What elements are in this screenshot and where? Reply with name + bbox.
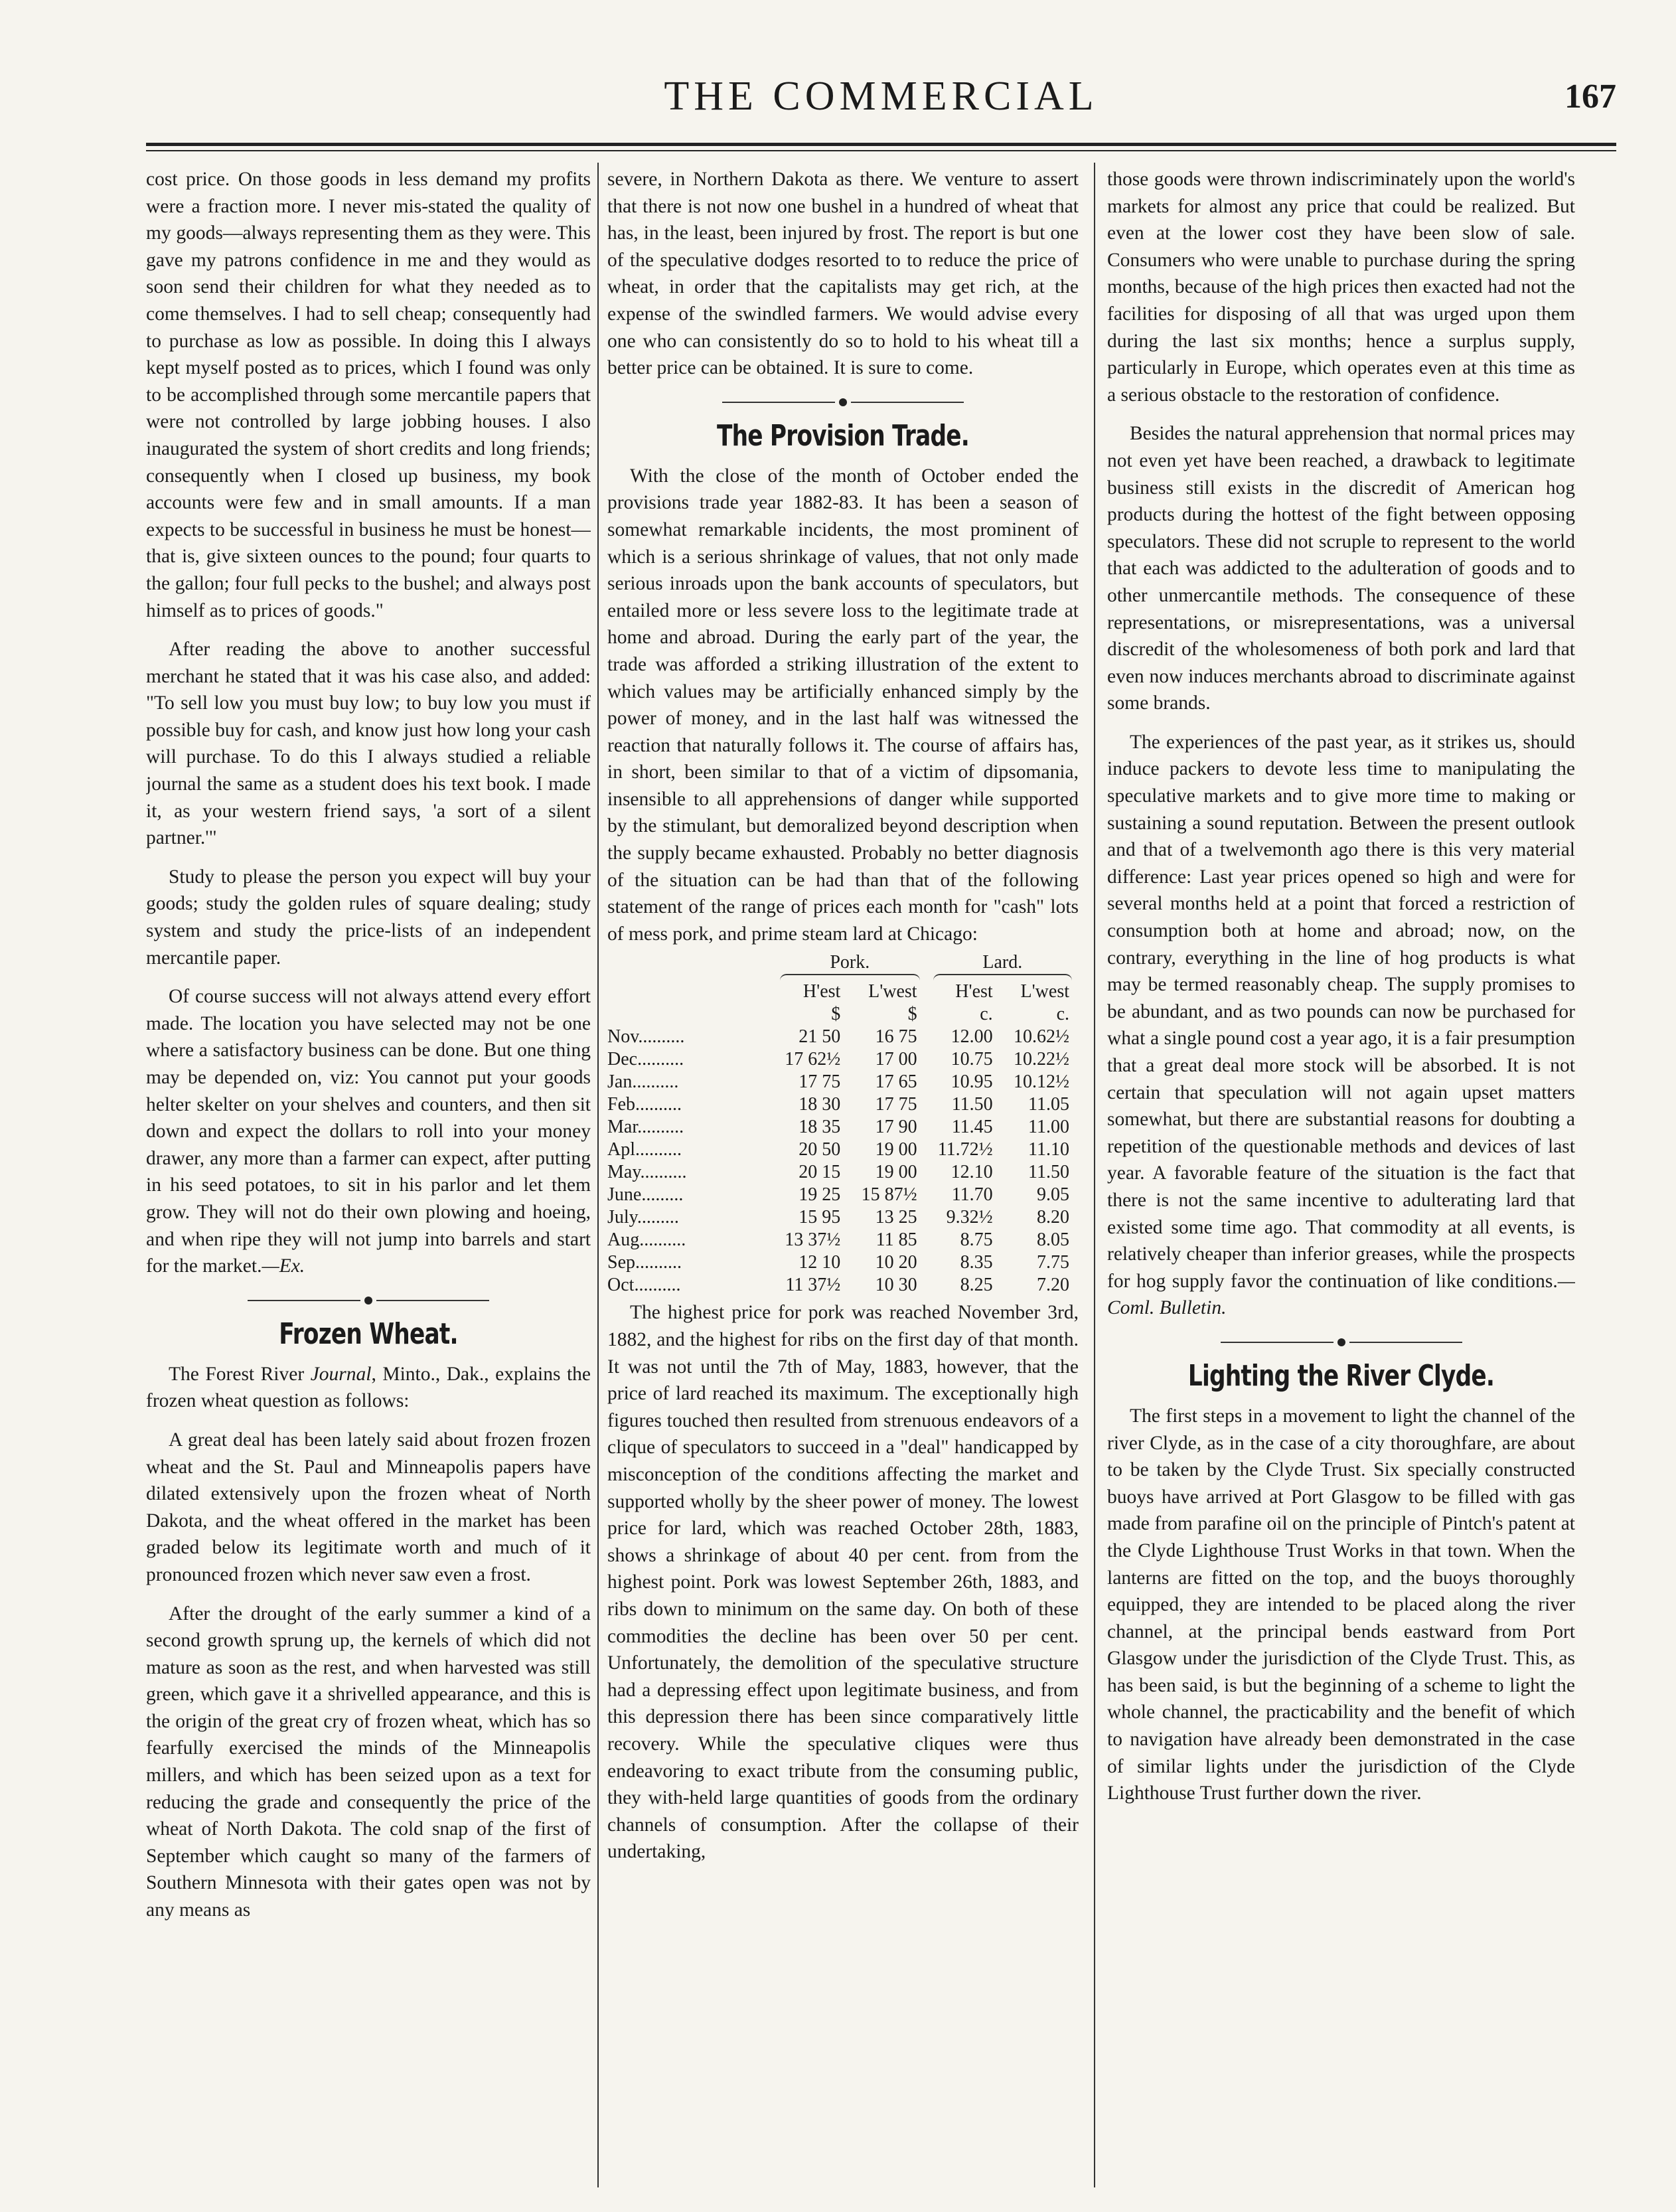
- table-row: [607, 1251, 1079, 1274]
- page-number: 167: [1564, 78, 1616, 116]
- month-cell: Sep..........: [607, 1252, 682, 1273]
- price-cell: 13 25: [875, 1207, 917, 1228]
- price-cell: 11.50: [951, 1094, 993, 1115]
- price-cell: 17 00: [875, 1049, 917, 1070]
- price-cell: 13 37½: [785, 1229, 841, 1251]
- price-cell: 8.20: [1037, 1207, 1069, 1228]
- journal-name: Journal: [310, 1363, 372, 1385]
- price-cell: 18 30: [799, 1094, 841, 1115]
- table-row: [607, 1026, 1079, 1048]
- source-credit: —Coml. Bulletin.: [1107, 1270, 1575, 1319]
- section-divider: [607, 395, 1079, 408]
- group-label-pork: Pork.: [830, 952, 870, 973]
- table-row: [607, 1139, 1079, 1161]
- price-cell: 19 00: [875, 1139, 917, 1160]
- table-row: [607, 1093, 1079, 1116]
- price-cell: 18 35: [799, 1117, 841, 1138]
- heading-frozen-wheat: Frozen Wheat.: [279, 1316, 458, 1351]
- paragraph: After the drought of the early summer a kind of a second growth sprung up, the kernels of which did not mature as soon as the rest, and when harvested was still green, which gave it a shrivelled appearance, and this is the origin of the great cry of frozen wheat, which has so fearfully exercised the minds of the Minneapolis millers, and which has been seized upon as a text for reducing the grade and consequently the price of the wheat of North Dakota. The cold snap of the first of September which caught so many of the farmers of Southern Minnesota with their gates open was not by any means as: [146, 1603, 591, 1921]
- column-3: [1107, 166, 1575, 2184]
- month-cell: Oct..........: [607, 1275, 681, 1296]
- price-cell: 8.05: [1037, 1229, 1069, 1251]
- month-cell: June.........: [607, 1184, 684, 1206]
- price-cell: 11 37½: [785, 1275, 841, 1296]
- price-cell: 12.10: [951, 1162, 993, 1183]
- table-row: [607, 1184, 1079, 1206]
- paragraph: cost price. On those goods in less demand my profits were a fraction more. I never mis-stated the quality of my goods—always representing them as they were. This gave my patrons confidence in me and they would as soon send their children for what they needed as to come themselves. I had to sell cheap; consequently had to purchase as low as possible. In doing this I always kept myself posted as to prices, which I found was only to be accomplished through some mercantile papers that were not controlled by large jobbing houses. I also inaugurated the system of short credits and long friends; consequently when I closed up business, my book accounts were few and in small amounts. If a man expects to be successful in business he must be honest—that is, give sixteen ounces to the pound; four quarts to the gallon; four full pecks to the bushel; and always post himself as to prices of goods.": [146, 169, 591, 621]
- unit-label: $: [831, 1004, 841, 1025]
- price-cell: 17 90: [875, 1117, 917, 1138]
- table-row: [607, 1274, 1079, 1297]
- unit-label: c.: [1056, 1004, 1069, 1025]
- table-row: [607, 1161, 1079, 1184]
- price-cell: 10.62½: [1014, 1026, 1069, 1048]
- paragraph-text: The experiences of the past year, as it strikes us, should induce packers to devote less time to manipulating the speculative markets and to give more time to making or sustaining a sound reputation. Between the present outlook and that of a twelvemonth ago there is this very material difference: Last year prices opened so high and were for several months held at a point that forced a restriction of consumption both at home and abroad; now, on the contrary, everything in the line of hog products is what may be termed reasonably cheap. The supply promises to be abundant, and as two pounds can now be purchased for what a single pound cost a year ago, it is a fair presumption that a great deal more stock will be absorbed. It is not certain that speculation will not again upset matters somewhat, but there are substantial reasons for doubting a repetition of the questionable methods and devices of last year. A favorable feature of the situation is the fact that there is not the same incentive to adulterating lard that existed some time ago. That commodity at all events, is relatively cheaper than inferior greases, while the prospects for hog supply favor the continuation of like conditions.: [1107, 731, 1575, 1292]
- paragraph: The highest price for pork was reached November 3rd, 1882, and the highest for ribs on the first day of that month. It was not until the 7th of May, 1883, however, that the price of lard reached its maximum. The exceptionally high figures touched then resulted from strenuous endeavors of a clique of speculators to succeed in a "deal" handicapped by misconception of the conditions affecting the market and supported wholly by the sheer power of money. The lowest price for lard, which was reached October 28th, 1883, shows a shrinkage of about 40 per cent. from from the highest point. Pork was lowest September 26th, 1883, and ribs down to minimum on the same day. On both of these commodities the decline has been over 50 per cent. Unfortunately, the demolition of the speculative structure had a depressing effect upon legitimate business, and from this depression there has been since comparatively little recovery. While the speculative cliques were thus endeavoring to exact tribute from the consuming public, they with-held large quantities of goods from the ordinary channels of consumption. After the collapse of their undertaking,: [607, 1302, 1079, 1863]
- table-row: [607, 1206, 1079, 1229]
- group-bracket: [780, 974, 920, 981]
- paragraph: [1107, 729, 1575, 1322]
- column-header: H'est: [802, 981, 841, 1002]
- price-cell: 12 10: [799, 1252, 841, 1273]
- price-cell: 17 75: [799, 1071, 841, 1093]
- table-row: [607, 1071, 1079, 1093]
- month-cell: Jan..........: [607, 1071, 679, 1093]
- paragraph: A great deal has been lately said about frozen frozen wheat and the St. Paul and Minneapolis papers have dilated extensively upon the frozen wheat of North Dakota, and the wheat offered in the market has been graded below its legitimate worth and much of it pronounced frozen which never saw even a frost.: [146, 1429, 591, 1585]
- price-cell: 11.45: [951, 1117, 993, 1138]
- price-cell: 10 30: [875, 1275, 917, 1296]
- price-cell: 11.00: [1028, 1117, 1069, 1138]
- price-cell: 11.70: [951, 1184, 993, 1206]
- price-cell: 11.10: [1028, 1139, 1069, 1160]
- column-header: H'est: [955, 981, 993, 1002]
- price-cell: 10 20: [875, 1252, 917, 1273]
- price-table: [607, 951, 1079, 1297]
- heading-lighting-clyde: Lighting the River Clyde.: [1187, 1358, 1495, 1393]
- column-divider: [597, 163, 599, 2187]
- table-row: [607, 1229, 1079, 1251]
- price-cell: 20 50: [799, 1139, 841, 1160]
- masthead-rule-thick: [146, 143, 1616, 146]
- price-cell: 11 85: [876, 1229, 917, 1251]
- paragraph: After reading the above to another successful merchant he stated that it was his case also, and added: "To sell low you must buy low; to buy low you must if possible buy for cash, and know just how long your cash will purchase. To do this I always studied a reliable journal the same as a student does his text book. I made it, as your western friend says, 'a sort of a silent partner.'": [146, 639, 591, 849]
- section-divider: [1107, 1335, 1575, 1348]
- price-cell: 9.05: [1037, 1184, 1069, 1206]
- price-cell: 17 75: [875, 1094, 917, 1115]
- paragraph: Study to please the person you expect will buy your goods; study the golden rules of square dealing; study system and study the price-lists of an independent mercantile paper.: [146, 866, 591, 969]
- intro-text: The Forest River: [169, 1363, 311, 1385]
- unit-label: $: [907, 1004, 917, 1025]
- column-2: [607, 166, 1079, 2184]
- price-cell: 17 62½: [785, 1049, 841, 1070]
- source-credit: —Ex.: [262, 1255, 305, 1277]
- month-cell: Apl..........: [607, 1139, 682, 1160]
- paragraph: Besides the natural apprehension that normal prices may not even yet have been reached, a drawback to legitimate business still exists in the discredit of American hog products during the hottest of the fight between opposing speculators. These did not scruple to represent to the world that each was addicted to the adulteration of goods and to other unmercantile methods. The consequence of these representations, or misrepresentations, was a universal discredit of the wholesomeness of both pork and lard that even now induces merchants abroad to discriminate against some brands.: [1107, 423, 1575, 714]
- masthead: [146, 73, 1616, 139]
- price-cell: 19 25: [799, 1184, 841, 1206]
- paragraph: With the close of the month of October ended the provisions trade year 1882-83. It has been a season of somewhat remarkable incidents, the most prominent of which is a serious shrinkage of values, that not only made serious inroads upon the bank accounts of speculators, but entailed more or less severe loss to the legitimate trade at home and abroad. During the early part of the year, the trade was afforded a striking illustration of the extent to which values may be artificially enhanced simply by the power of money, and in the last half was witnessed the reaction that naturally follows it. The course of affairs has, in short, been similar to that of a victim of dipsomania, insensible to all apprehensions of danger while supported by the stimulant, but demoralized beyond description when the supply became exhausted. Probably no better diagnosis of the situation can be had than that of the following statement of the range of prices each month for "cash" lots of mess pork, and prime steam lard at Chicago:: [607, 465, 1079, 945]
- price-cell: 11.72½: [937, 1139, 993, 1160]
- paragraph: those goods were thrown indiscriminately upon the world's markets for almost any price that could be realized. But even at the lower cost they have been slow of sale. Consumers who were unable to purchase during the spring months, because of the high prices then exacted had not the facilities for disposing of all that was urged upon them during the last six months; hence a surplus supply, particularly in Europe, which operates even at this time as a serious obstacle to the restoration of confidence.: [1107, 169, 1575, 406]
- table-row: [607, 1048, 1079, 1071]
- paragraph: The first steps in a movement to light the channel of the river Clyde, as in the case of a city thoroughfare, are about to be taken by the Clyde Trust. Six specially constructed buoys have arrived at Port Glasgow to be filled with gas made from parafine oil on the principle of Pintch's patent at the Clyde Lighthouse Trust Works in that town. When the lanterns are fitted on the top, and the buoys thoroughly equipped, they are intended to be placed along the river channel, at the principal bends eastward from Port Glasgow under the jurisdiction of the Clyde Trust. This, as has been said, is but the beginning of a scheme to light the whole channel, the practicability and the benefit of which to navigation have already been demonstrated in the case of similar lights under the jurisdiction of the Clyde Lighthouse Trust further down the river.: [1107, 1405, 1575, 1804]
- paragraph: [146, 1361, 591, 1415]
- paragraph: [146, 983, 591, 1280]
- price-cell: 20 15: [799, 1162, 841, 1183]
- month-cell: Mar..........: [607, 1117, 684, 1138]
- price-cell: 10.22½: [1014, 1049, 1069, 1070]
- price-cell: 16 75: [875, 1026, 917, 1048]
- month-cell: Feb..........: [607, 1094, 682, 1115]
- price-cell: 15 95: [799, 1207, 841, 1228]
- newspaper-title: THE COMMERCIAL: [664, 74, 1099, 119]
- price-cell: 10.95: [951, 1071, 993, 1093]
- column-1: [146, 166, 591, 2184]
- month-cell: Aug..........: [607, 1229, 686, 1251]
- column-divider: [1094, 163, 1095, 2187]
- group-label-lard: Lard.: [982, 952, 1023, 973]
- month-cell: May..........: [607, 1162, 687, 1183]
- masthead-rule-thin: [146, 150, 1616, 151]
- unit-label: c.: [980, 1004, 993, 1025]
- paragraph: severe, in Northern Dakota as there. We venture to assert that there is not now one bushel in a hundred of wheat that has, in the least, been injured by frost. The report is but one of the speculative dodges resorted to to reduce the price of wheat, in order that the capitalists may get rich, at the expense of the swindled farmers. We would advise every one who can consistently do so to hold to his wheat till a better price can be obtained. It is sure to come.: [607, 169, 1079, 379]
- paragraph-text: Of course success will not always attend every effort made. The location you have selected may not be one where a satisfactory business can be done. But one thing may be depended on, viz: You cannot put your goods helter skelter on your shelves and counters, and then sit down and expect the dollars to roll into your money drawer, any more than a farmer can expect, after putting in his seed potatoes, to sit in his parlor and let them grow. They will not do their own plowing and hoeing, and when ripe they will not jump into barrels and start for the market.: [146, 986, 591, 1277]
- price-cell: 8.75: [960, 1229, 993, 1251]
- table-row: [607, 1116, 1079, 1139]
- column-header: L'west: [1020, 981, 1069, 1002]
- price-cell: 8.35: [960, 1252, 993, 1273]
- price-cell: 9.32½: [946, 1207, 993, 1228]
- price-cell: 17 65: [875, 1071, 917, 1093]
- price-cell: 21 50: [799, 1026, 841, 1048]
- month-cell: July.........: [607, 1207, 679, 1228]
- price-cell: 12.00: [951, 1026, 993, 1048]
- month-cell: Dec..........: [607, 1049, 684, 1070]
- price-cell: 7.75: [1037, 1252, 1069, 1273]
- intro-text: , Minto., Dak., explains the frozen wheat question as follows:: [146, 1363, 591, 1412]
- price-cell: 7.20: [1037, 1275, 1069, 1296]
- price-cell: 11.05: [1028, 1094, 1069, 1115]
- section-divider: [146, 1293, 591, 1306]
- column-header: L'west: [868, 981, 917, 1002]
- month-cell: Nov..........: [607, 1026, 685, 1048]
- price-cell: 11.50: [1028, 1162, 1069, 1183]
- price-cell: 10.75: [951, 1049, 993, 1070]
- heading-provision-trade: The Provision Trade.: [716, 418, 970, 453]
- price-cell: 10.12½: [1014, 1071, 1069, 1093]
- price-cell: 8.25: [960, 1275, 993, 1296]
- price-cell: 15 87½: [861, 1184, 917, 1206]
- group-bracket: [933, 974, 1072, 981]
- price-cell: 19 00: [875, 1162, 917, 1183]
